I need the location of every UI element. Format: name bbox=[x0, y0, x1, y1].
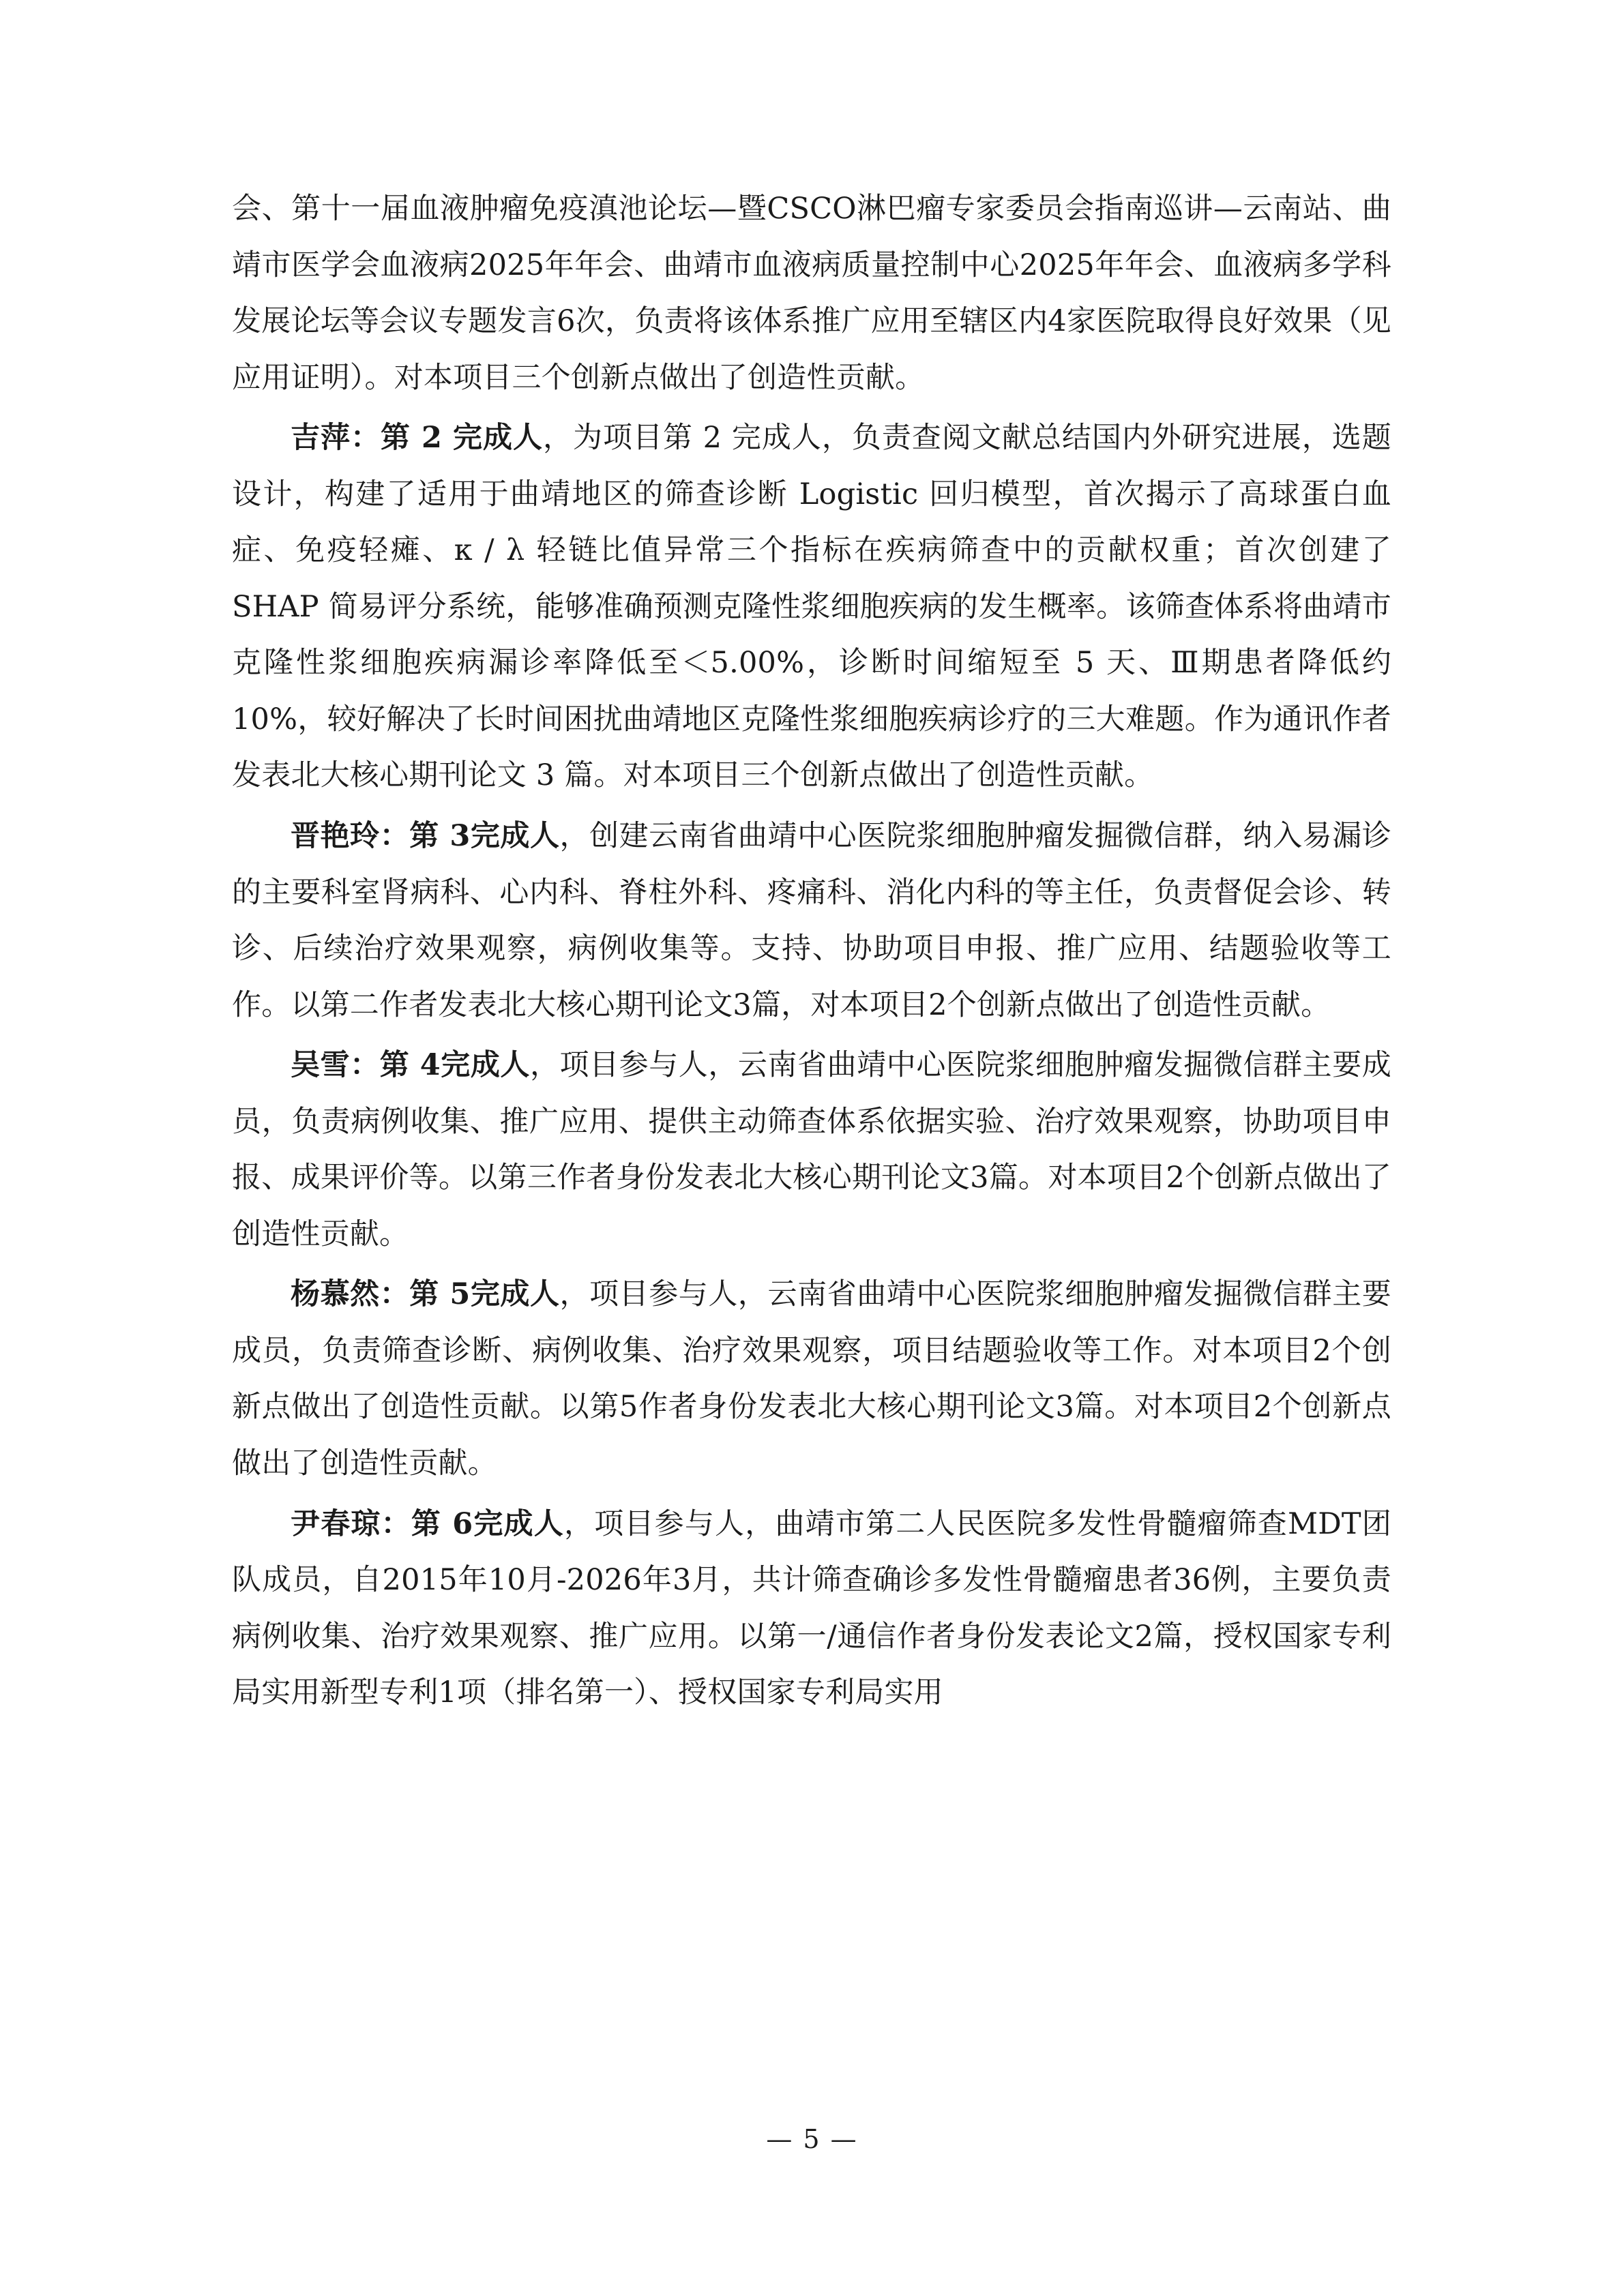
paragraph-contributor-yangmuran bbox=[232, 1266, 1391, 1491]
paragraph-contributor-yinchunqiong bbox=[232, 1496, 1391, 1721]
page-number: — 5 — bbox=[766, 2124, 858, 2154]
contributor-name-rank: 杨慕然：第 5完成人 bbox=[291, 1277, 560, 1312]
paragraph-contributor-wuxue bbox=[232, 1037, 1391, 1262]
paragraph-text: 会、第十一届血液肿瘤免疫滇池论坛—暨CSCO淋巴瘤专家委员会指南巡讲—云南站、曲靖市医学会血液病2025年年会、曲靖市血液病质量控制中心2025年年会、血液病多学科发展论坛等会议专题发言6次，负责将该体系推广应用至辖区内4家医院取得良好效果（见应用证明）。对本项目三个创新点做出了创造性贡献。 bbox=[232, 192, 1391, 395]
contributor-description: ，创建云南省曲靖中心医院浆细胞肿瘤发掘微信群，纳入易漏诊的主要科室肾病科、心内科、脊柱外科、疼痛科、消化内科的等主任，负责督促会诊、转诊、后续治疗效果观察，病例收集等。支持、协助项目申报、推广应用、结题验收等工作。以第二作者发表北大核心期刊论文3篇，对本项目2个创新点做出了创造性贡献。 bbox=[232, 819, 1391, 1022]
contributor-name-rank: 尹春琼：第 6完成人 bbox=[291, 1506, 564, 1541]
paragraph-contributor-jiping bbox=[232, 410, 1391, 804]
page-content bbox=[232, 181, 1391, 1725]
contributor-description: ，项目参与人，云南省曲靖中心医院浆细胞肿瘤发掘微信群主要成员，负责病例收集、推广应用、提供主动筛查体系依据实验、治疗效果观察，协助项目申报、成果评价等。以第三作者身份发表北大核心期刊论文3篇。对本项目2个创新点做出了创造性贡献。 bbox=[232, 1048, 1391, 1251]
contributor-description: ，为项目第 2 完成人，负责查阅文献总结国内外研究进展，选题设计，构建了适用于曲靖地区的筛查诊断 Logistic 回归模型，首次揭示了高球蛋白血症、免疫轻瘫、κ / λ 轻链比值异常三个指标在疾病筛查中的贡献权重；首次创建了 SHAP 简易评分系统，能够准确预测克隆性浆细胞疾病的发生概率。该筛查体系将曲靖市克隆性浆细胞疾病漏诊率降低至＜5.00%，诊断时间缩短至 5 天、Ⅲ期患者降低约 10%，较好解决了长时间困扰曲靖地区克隆性浆细胞疾病诊疗的三大难题。作为通讯作者发表北大核心期刊论文 3 篇。对本项目三个创新点做出了创造性贡献。 bbox=[232, 421, 1391, 793]
contributor-description: ，项目参与人，曲靖市第二人民医院多发性骨髓瘤筛查MDT团队成员，自2015年10月-2026年3月，共计筛查确诊多发性骨髓瘤患者36例，主要负责病例收集、治疗效果观察、推广应用。以第一/通信作者身份发表论文2篇，授权国家专利局实用新型专利1项（排名第一）、授权国家专利局实用 bbox=[232, 1506, 1391, 1710]
contributor-name-rank: 吴雪：第 4完成人 bbox=[291, 1048, 530, 1083]
paragraph-contributor-jinyanling bbox=[232, 808, 1391, 1033]
contributor-name-rank: 吉萍：第 2 完成人 bbox=[291, 421, 544, 456]
contributor-name-rank: 晋艳玲：第 3完成人 bbox=[291, 819, 560, 854]
contributor-description: ，项目参与人，云南省曲靖中心医院浆细胞肿瘤发掘微信群主要成员，负责筛查诊断、病例收集、治疗效果观察，项目结题验收等工作。对本项目2个创新点做出了创造性贡献。以第5作者身份发表北大核心期刊论文3篇。对本项目2个创新点做出了创造性贡献。 bbox=[232, 1277, 1391, 1481]
paragraph-continuation bbox=[232, 181, 1391, 406]
